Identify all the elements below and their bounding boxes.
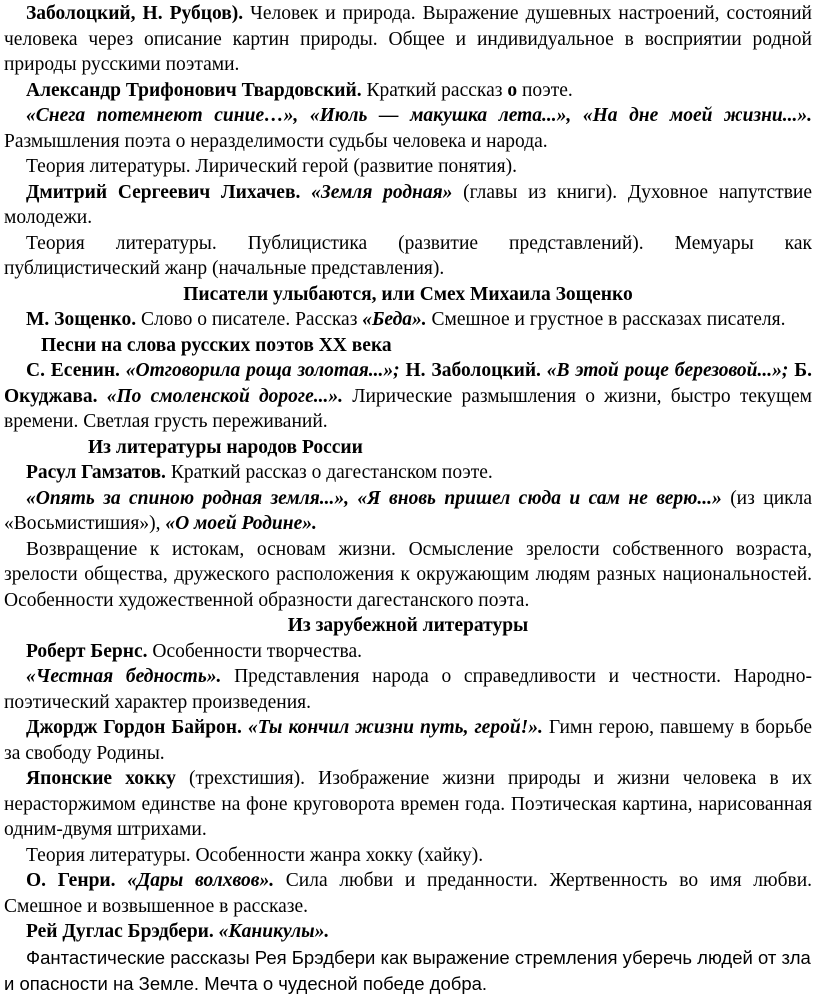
work-title: «Отговорила роща золотая...»; xyxy=(119,360,400,381)
paragraph-text: Слово о писателе. Рассказ xyxy=(136,309,363,330)
author-name: Дмитрий Сергеевич Лихачев. xyxy=(26,181,301,203)
author-name: Н. Заболоцкий. xyxy=(399,360,541,381)
work-title: «Ты кончил жизни путь, герой!». xyxy=(241,717,543,738)
author-name: О. Генри. xyxy=(26,870,116,891)
paragraph-text: Размышления поэта о неразделимости судьбы человека и народа. xyxy=(4,130,548,152)
author-name: Роберт Бернс. xyxy=(26,640,148,662)
paragraph-theory-haiku: Теория литературы. Особенности жанра хокку (хайку). xyxy=(26,844,484,866)
genre-name: Японские хокку xyxy=(26,768,176,789)
paragraph-poets-nature xyxy=(4,1,812,78)
author-name: Джордж Гордон Байрон. xyxy=(26,717,242,738)
paragraph-text: (главы из книги). Духовное напутствие молодежи. xyxy=(4,181,812,228)
paragraph-text: Человек и природа. Выражение душевных настроений, состояний человека через описание картин природы. Общее и индивидуальное в восприятии родной природы русскими поэтами. xyxy=(4,3,812,75)
paragraph-bradbury xyxy=(4,919,812,945)
paragraph-text: Лирические размышления о жизни, быстро текущем времени. Светлая грусть переживаний. xyxy=(4,385,812,432)
paragraph-text: Краткий рассказ о дагестанском поэте. xyxy=(165,462,493,483)
work-title: «Дары волхвов». xyxy=(115,870,275,891)
section-heading-peoples: Из литературы народов России xyxy=(88,436,363,458)
paragraph-text: Смешное и грустное в рассказах писателя. xyxy=(426,309,786,330)
section-heading-songs: Песни на слова русских поэтов XX века xyxy=(41,334,392,356)
author-name: Б. Окуджава. xyxy=(4,360,812,407)
paragraph-likhachev xyxy=(4,180,812,231)
author-name: Расул Гамзатов. xyxy=(26,462,166,483)
paragraph-text: Особенности творчества. xyxy=(147,640,363,662)
work-title: «По смоленской дороге...». xyxy=(97,385,344,407)
paragraph-byron xyxy=(4,715,812,766)
work-title: «Каникулы». xyxy=(213,921,330,942)
paragraph-theory-lyric-hero: Теория литературы. Лирический герой (развитие понятия). xyxy=(26,156,517,177)
work-title: «Земля родная» xyxy=(300,181,453,203)
paragraph-text: поэте. xyxy=(517,79,573,101)
author-name: М. Зощенко. xyxy=(26,309,137,330)
section-heading-zoshchenko: Писатели улыбаются, или Смех Михаила Зощенко xyxy=(183,283,633,305)
work-title: «Беда». xyxy=(362,309,427,330)
work-titles: «Опять за спиною родная земля...», «Я вновь пришел сюда и сам не верю...» xyxy=(26,487,722,509)
author-name: Александр Трифонович Твардовский. xyxy=(26,79,362,101)
paragraph-theory-publicism: Теория литературы. Публицистика (развитие представлений). Мемуары как публицистический жанр (начальные представления). xyxy=(4,232,812,279)
work-title: «О моей Родине». xyxy=(165,513,317,534)
paragraph-haiku xyxy=(4,766,812,843)
paragraph-burns-work xyxy=(4,664,812,715)
paragraph-zoshchenko xyxy=(4,307,812,333)
paragraph-gamzatov-works xyxy=(4,486,812,537)
author-name: С. Есенин. xyxy=(26,360,120,381)
paragraph-text: (из цикла «Восьмистишия»), xyxy=(4,487,812,534)
bold-letter: о xyxy=(507,79,518,101)
paragraph-burns xyxy=(4,639,812,665)
paragraph-gamzatov xyxy=(4,460,812,486)
paragraph-bradbury-themes: Фантастические рассказы Рея Брэдбери как выражение стремления уберечь людей от зла и опасности на Земле. Мечта о чудесной победе добра. xyxy=(4,946,811,994)
paragraph-text: (трехстишия). Изображение жизни природы и жизни человека в их нерасторжимом единстве на фоне круговорота времен года. Поэтическая картина, нарисованная одним-двумя штрихами. xyxy=(4,768,812,840)
paragraph-text: Сила любви и преданности. Жертвенность во имя любви. Смешное и возвышенное в рассказе. xyxy=(4,870,813,917)
paragraph-songs xyxy=(4,358,812,435)
section-heading-foreign: Из зарубежной литературы xyxy=(287,615,529,636)
author-name: Рей Дуглас Брэдбери. xyxy=(26,921,214,942)
work-titles: «Снега потемнеют синие…», «Июль — макушка лета...», «На дне моей жизни...». xyxy=(26,105,812,126)
paragraph-tvardovsky-works xyxy=(4,103,812,154)
paragraph-text: Краткий рассказ xyxy=(361,79,508,101)
work-title: «Честная бедность». xyxy=(26,666,222,687)
authors-bold: Заболоцкий, Н. Рубцов). xyxy=(26,3,244,24)
paragraph-gamzatov-themes: Возвращение к истокам, основам жизни. Осмысление зрелости собственного возраста, зрелости общества, дружеского расположения к окружающим людям разных национальностей. Особенности художественной образности дагестанского поэта. xyxy=(4,538,812,611)
paragraph-text: Гимн герою, павшему в борьбе за свободу Родины. xyxy=(4,717,812,764)
paragraph-tvardovsky xyxy=(4,78,812,104)
paragraph-text: Представления народа о справедливости и честности. Народно-поэтический характер произведения. xyxy=(4,666,812,713)
work-title: «В этой роще березовой...»; xyxy=(540,360,789,381)
paragraph-o-henry xyxy=(4,868,812,919)
